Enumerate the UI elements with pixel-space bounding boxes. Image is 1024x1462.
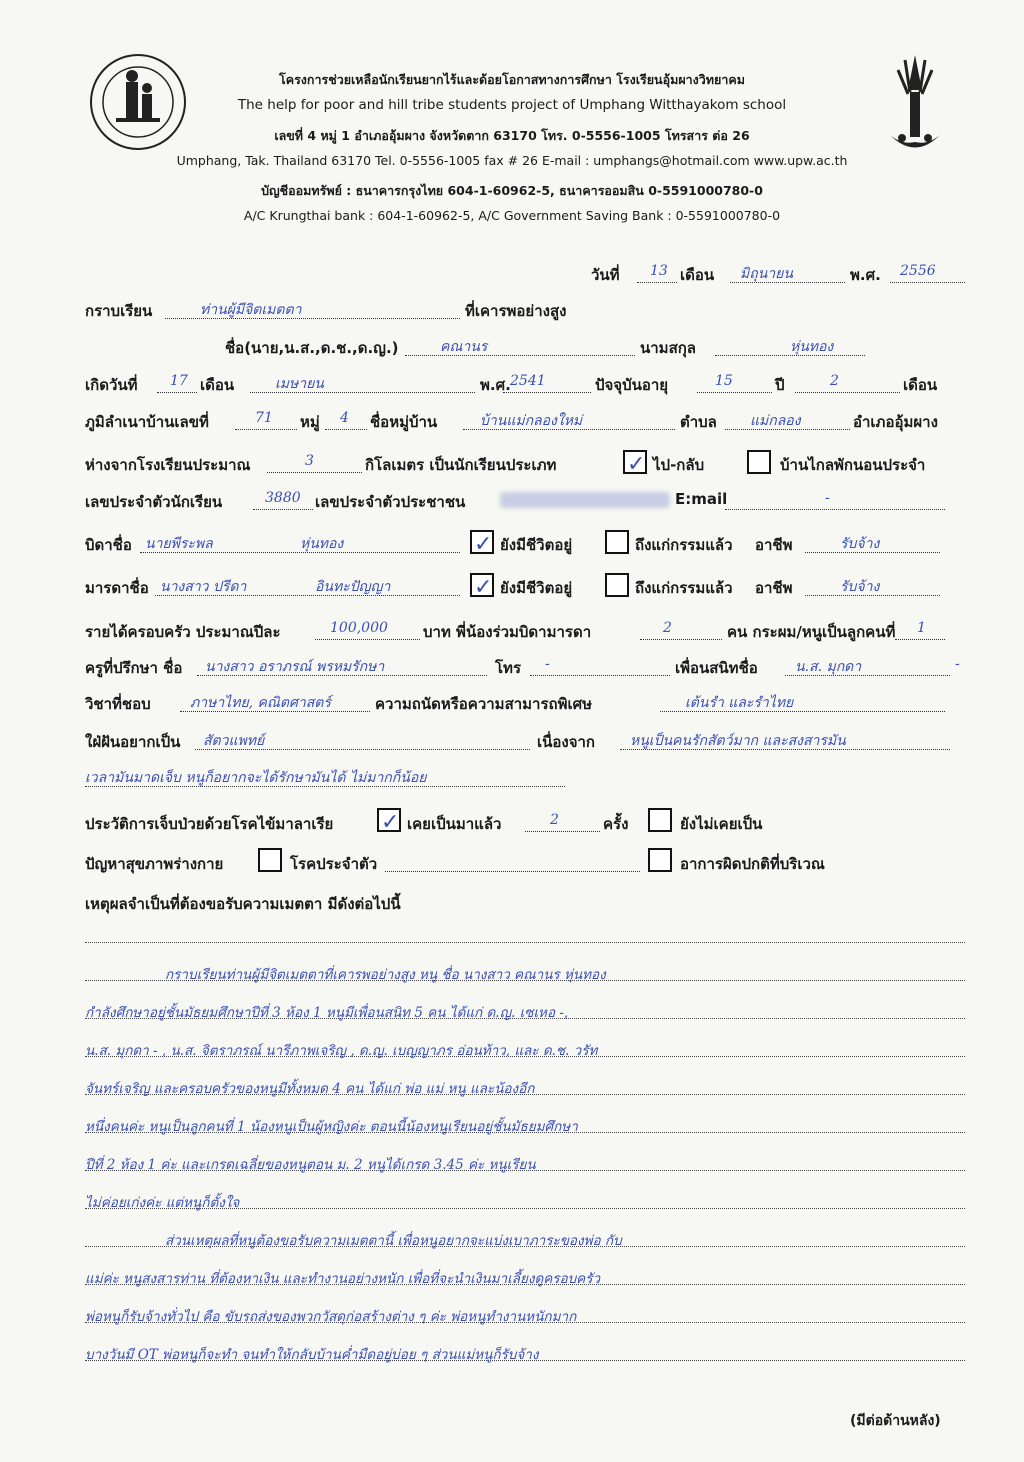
father-job-label: อาชีพ	[755, 536, 793, 554]
dream-label: ใฝ่ฝันอยากเป็น	[85, 733, 181, 751]
address-house-value: 71	[255, 410, 273, 426]
check-mark-icon: ✓	[627, 452, 646, 477]
teacher-row	[85, 656, 974, 686]
reason-line-10: พ่อหนูก็รับจ้างทั่วไป คือ ขับรถส่งของพวกวัสดุก่อสร้างต่าง ๆ ค่ะ พ่อหนูทำงานหนักมาก	[85, 1309, 577, 1325]
malaria-label: ประวัติการเจ็บป่วยด้วยโรคไข้มาลาเรีย	[85, 815, 334, 833]
distance-unit-type: กิโลเมตร เป็นนักเรียนประเภท	[365, 456, 557, 474]
reason-title: เหตุผลจำเป็นที่ต้องขอรับความเมตตา มีดังต่อไปนี้	[85, 895, 401, 913]
friend-value: น.ส. มุกดา	[795, 659, 862, 675]
because-label: เนื่องจาก	[537, 733, 596, 751]
id-row	[85, 490, 974, 520]
income-unit-siblings-label: บาท พี่น้องร่วมบิดามารดา	[423, 623, 592, 641]
birth-label: เกิดวันที่	[85, 376, 138, 394]
birth-year-label: พ.ศ.	[480, 376, 511, 394]
reason-line-5: หนึ่งคนค่ะ หนูเป็นลูกคนที่ 1 น้องหนูเป็นผู้หญิงค่ะ ตอนนี้น้องหนูเรียนอยู่ชั้นมัธยมศึกษา	[85, 1119, 578, 1135]
name-label: ชื่อ(นาย,น.ส.,ด.ช.,ด.ญ.)	[225, 339, 399, 357]
citizen-id-label: เลขประจำตัวประชาชน	[315, 493, 466, 511]
father-surname-value: หุ่นทอง	[300, 536, 344, 552]
income-label: รายได้ครอบครัว ประมาณปีละ	[85, 623, 281, 641]
greeting-label: กราบเรียน	[85, 302, 153, 320]
check-mark-icon: ✓	[474, 532, 493, 557]
surname-label: นามสกุล	[640, 339, 696, 357]
greeting-row	[85, 299, 974, 329]
address-amphoe-label: อำเภออุ้มผาง	[853, 413, 938, 431]
because-value: หนูเป็นคนรักสัตว์มาก และสงสารมัน	[630, 733, 846, 749]
date-day-label: วันที่	[591, 266, 620, 284]
reason-line-6: ปีที่ 2 ห้อง 1 ค่ะ และเกรดเฉลี่ยของหนูตอน ม. 2 หนูได้เกรด 3.45 ค่ะ หนูเรียน	[85, 1157, 536, 1173]
header-address-en: Umphang, Tak. Thailand 63170 Tel. 0-5556-1005 fax # 26 E-mail : umphangs@hotmail.com www.upw.ac.th	[176, 153, 848, 168]
address-tambon-label: ตำบล	[680, 413, 717, 431]
father-alive-label: ยังมีชีวิตอยู่	[500, 536, 573, 554]
subject-value: ภาษาไทย, คณิตศาสตร์	[190, 695, 331, 711]
father-dead-label: ถึงแก่กรรมแล้ว	[635, 536, 733, 554]
talent-value: เต้นรำ และรำไทย	[685, 695, 794, 711]
name-first-value: คณานร	[440, 339, 488, 355]
distance-row	[85, 453, 974, 483]
malaria-yes-checkbox[interactable]	[377, 808, 401, 835]
header-address-thai: เลขที่ 4 หมู่ 1 อำเภออุ้มผาง จังหวัดตาก 63170 โทร. 0-5556-1005 โทรสาร ต่อ 26	[274, 128, 750, 143]
surname-value: หุ่นทอง	[790, 339, 834, 355]
reason-line-11: บางวันมี OT พ่อหนูก็จะทำ จนทำให้กลับบ้านค่ำมืดอยู่บ่อย ๆ ส่วนแม่หนูก็รับจ้าง	[85, 1347, 539, 1363]
commuter-checkbox[interactable]	[623, 450, 647, 477]
malaria-no-label: ยังไม่เคยเป็น	[680, 815, 763, 833]
birth-order-label: คน กระผม/หนูเป็นลูกคนที่	[727, 623, 896, 641]
abnormal-symptom-checkbox[interactable]	[648, 848, 672, 872]
age-year-unit: ปี	[775, 376, 785, 394]
friend-label: เพื่อนสนิทชื่อ	[675, 659, 758, 677]
age-label: ปัจจุบันอายุ	[595, 376, 669, 394]
student-id-value: 3880	[265, 490, 301, 506]
citizen-id-blurred	[500, 492, 670, 508]
malaria-times-unit: ครั้ง	[603, 815, 629, 833]
header-bank-en: A/C Krungthai bank : 604-1-60962-5, A/C Government Saving Bank : 0-5591000780-0	[243, 208, 781, 223]
student-id-label: เลขประจำตัวนักเรียน	[85, 493, 223, 511]
mother-dead-label: ถึงแก่กรรมแล้ว	[635, 579, 733, 597]
header-project-title-en: The help for poor and hill tribe students project of Umphang Witthayakom school	[237, 97, 787, 113]
income-row	[85, 620, 974, 650]
boarding-checkbox[interactable]	[747, 450, 771, 474]
mother-name-value: นางสาว ปรีดา	[160, 579, 247, 595]
address-tambon-value: แม่กลอง	[750, 413, 801, 429]
siblings-value: 2	[663, 620, 672, 636]
mother-label: มารดาชื่อ	[85, 579, 149, 597]
mother-dead-checkbox[interactable]	[605, 573, 629, 597]
reason-line-1: กราบเรียนท่านผู้มีจิตเมตตาที่เคารพอย่างสูง หนู ชื่อ นางสาว คณานร หุ่นทอง	[165, 967, 606, 983]
father-name-value: นายพีระพล	[145, 536, 213, 552]
subject-row	[85, 692, 974, 722]
address-moo-label: หมู่	[300, 413, 320, 431]
commuter-option-label: ไป-กลับ	[653, 456, 705, 474]
distance-km-value: 3	[305, 453, 314, 469]
malaria-no-checkbox[interactable]	[648, 808, 672, 832]
teacher-name-value: นางสาว อราภรณ์ พรหมรักษา	[205, 659, 385, 675]
reason-line-9: แม่ค่ะ หนูสงสารท่าน ที่ต้องหาเงิน และทำงานอย่างหนัก เพื่อที่จะนำเงินมาเลี้ยงดูครอบครัว	[85, 1271, 601, 1287]
address-house-label: ภูมิลำเนาบ้านเลขที่	[85, 413, 209, 431]
health-label: ปัญหาสุขภาพร่างกาย	[85, 855, 224, 873]
father-row	[85, 533, 974, 563]
reason-line-4: จันทร์เจริญ และครอบครัวของหนูมีทั้งหมด 4 คน ได้แก่ พ่อ แม่ หนู และน้องอีก	[85, 1081, 535, 1097]
malaria-yes-label: เคยเป็นมาแล้ว	[407, 815, 502, 833]
birth-month-label: เดือน	[200, 376, 235, 394]
reason-line-8: ส่วนเหตุผลที่หนูต้องขอรับความเมตตานี้ เพื่อหนูอยากจะแบ่งเบาภาระของพ่อ กับ	[165, 1233, 622, 1249]
malaria-row	[85, 812, 974, 842]
mother-job-value: รับจ้าง	[840, 579, 880, 595]
chronic-disease-checkbox[interactable]	[258, 848, 282, 872]
header-project-title-thai: โครงการช่วยเหลือนักเรียนยากไร้และด้อยโอกาสทางการศึกษา โรงเรียนอุ้มผางวิทยาคม	[279, 72, 745, 87]
address-village-label: ชื่อหมู่บ้าน	[370, 413, 438, 431]
birth-year-value: 2541	[510, 373, 546, 389]
birth-day-value: 17	[170, 373, 188, 389]
distance-label: ห่างจากโรงเรียนประมาณ	[85, 456, 251, 474]
father-job-value: รับจ้าง	[840, 536, 880, 552]
father-label: บิดาชื่อ	[85, 536, 132, 554]
header-bank-thai: บัญชีออมทรัพย์ : ธนาคารกรุงไทย 604-1-60962-5, ธนาคารออมสิน 0-5591000780-0	[261, 183, 763, 198]
because-value-continued: เวลามันมาดเจ็บ หนูก็อยากจะได้รักษามันได้ ไม่มากก็น้อย	[85, 770, 427, 786]
reason-line-3: น.ส. มุกดา - , น.ส. จิตราภรณ์ นารีภาพเจริญ , ด.ญ. เบญญาภร อ่อนท้าว, และ ด.ช. วรัท	[85, 1043, 598, 1059]
father-alive-checkbox[interactable]	[470, 530, 494, 557]
date-year-value: 2556	[900, 263, 936, 279]
date-day-value: 13	[650, 263, 668, 279]
subject-label: วิชาที่ชอบ	[85, 695, 151, 713]
date-year-label: พ.ศ.	[850, 266, 881, 284]
date-month-value: มิถุนายน	[740, 266, 793, 282]
dream-value: สัตวแพทย์	[203, 733, 265, 749]
address-moo-value: 4	[340, 410, 349, 426]
age-month-unit: เดือน	[903, 376, 938, 394]
birth-order-value: 1	[917, 620, 926, 636]
birth-month-value: เมษายน	[275, 376, 324, 392]
dream-row-2	[85, 767, 974, 797]
name-row	[85, 336, 974, 366]
health-row	[85, 852, 974, 882]
father-dead-checkbox[interactable]	[605, 530, 629, 554]
birth-row	[85, 373, 974, 403]
age-years-value: 15	[715, 373, 733, 389]
check-mark-icon: ✓	[474, 575, 493, 600]
mother-alive-checkbox[interactable]	[470, 573, 494, 600]
age-months-value: 2	[830, 373, 839, 389]
date-row	[85, 263, 974, 293]
chronic-disease-label: โรคประจำตัว	[290, 855, 378, 873]
abnormal-symptom-label: อาการผิดปกติที่บริเวณ	[680, 855, 825, 873]
mother-job-label: อาชีพ	[755, 579, 793, 597]
boarding-option-label: บ้านไกลพักนอนประจำ	[780, 456, 926, 474]
check-mark-icon: ✓	[381, 810, 400, 835]
talent-label: ความถนัดหรือความสามารถพิเศษ	[375, 695, 593, 713]
address-row	[85, 410, 974, 440]
reason-line-7: ไม่ค่อยเก่งค่ะ แต่หนูก็ตั้งใจ	[85, 1195, 240, 1211]
mother-row	[85, 576, 974, 606]
greeting-value: ท่านผู้มีจิตเมตตา	[200, 302, 302, 318]
friend-tail-value: -	[955, 656, 960, 672]
email-value: -	[825, 490, 830, 506]
reason-title-row	[85, 892, 974, 922]
teacher-tel-value: -	[545, 656, 550, 672]
email-label: E:mail	[675, 490, 728, 508]
address-village-value: บ้านแม่กลองใหม่	[480, 413, 583, 429]
ruled-line	[85, 942, 965, 943]
teacher-label: ครูที่ปรึกษา ชื่อ	[85, 659, 183, 677]
teacher-tel-label: โทร	[495, 659, 522, 677]
dream-row	[85, 730, 974, 760]
greeting-suffix: ที่เคารพอย่างสูง	[465, 302, 567, 320]
continued-note: (มีต่อด้านหลัง)	[850, 1413, 941, 1429]
date-month-label: เดือน	[680, 266, 715, 284]
income-value: 100,000	[330, 620, 388, 636]
mother-surname-value: อินทะปัญญา	[315, 579, 391, 595]
malaria-times-value: 2	[550, 812, 559, 828]
mother-alive-label: ยังมีชีวิตอยู่	[500, 579, 573, 597]
reason-line-2: กำลังศึกษาอยู่ชั้นมัธยมศึกษาปีที่ 3 ห้อง 1 หนูมีเพื่อนสนิท 5 คน ได้แก่ ด.ญ. เซเหอ -,	[85, 1005, 569, 1021]
